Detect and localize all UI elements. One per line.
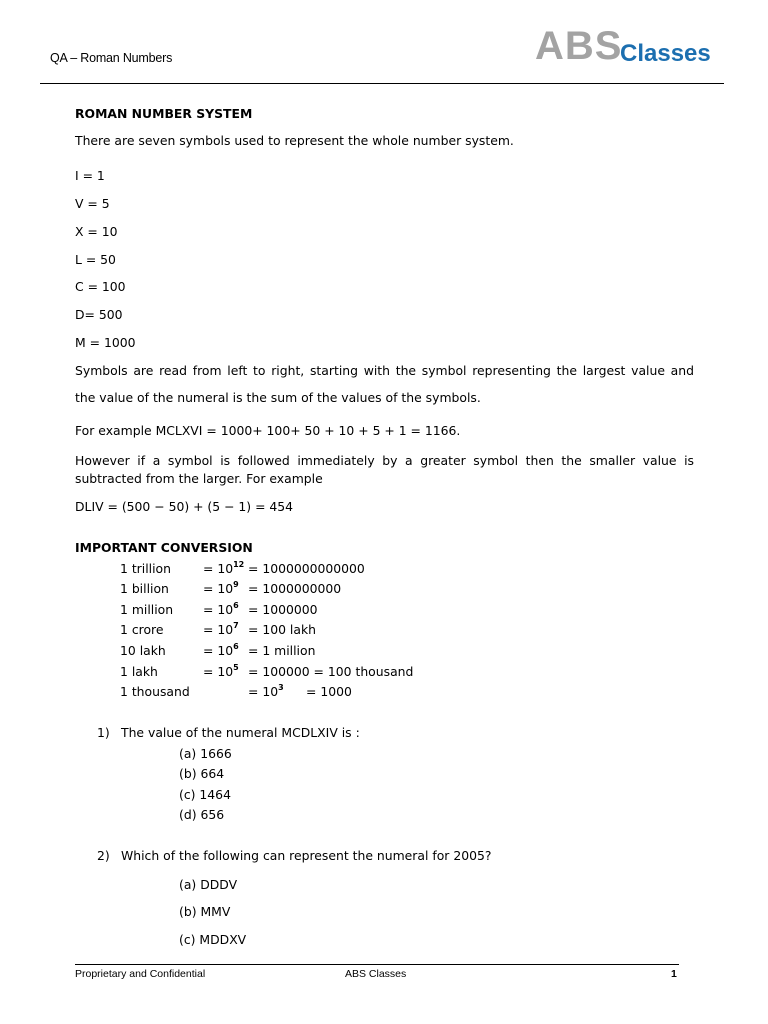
subtraction-rule-line2: subtracted from the larger. For example: [75, 471, 323, 486]
logo-abs-text: ABS: [535, 24, 623, 68]
header-rule: [40, 83, 724, 84]
conversion-unit: 1 trillion: [120, 561, 171, 576]
answer-option: (c) MDDXV: [179, 932, 247, 947]
conversion-value: = 100000 = 100 thousand: [248, 664, 414, 679]
footer-rule: [75, 964, 679, 965]
conversion-value: = 1 million: [248, 643, 316, 658]
symbol-item: M = 1000: [75, 335, 136, 350]
reading-rule-line1: Symbols are read from left to right, starting with the symbol representing the largest value and: [75, 363, 694, 378]
answer-option: (a) DDDV: [179, 877, 238, 892]
conversion-unit: 1 million: [120, 602, 174, 617]
symbol-item: D= 500: [75, 307, 123, 322]
conversion-power: = $10^7$: [203, 621, 239, 637]
symbol-item: I = 1: [75, 168, 105, 183]
footer-confidential: Proprietary and Confidential: [75, 968, 206, 980]
footer-company: ABS Classes: [345, 968, 407, 980]
answer-option: (d) 656: [179, 807, 225, 822]
question-number: 1): [97, 725, 110, 740]
answer-option: (c) 1464: [179, 787, 231, 802]
conversion-unit: 1 billion: [120, 581, 169, 596]
conversion-heading: IMPORTANT CONVERSION: [75, 540, 253, 555]
conversion-power: = $10^3$: [248, 683, 284, 699]
conversion-power: = $10^5$: [203, 663, 239, 679]
section-heading: ROMAN NUMBER SYSTEM: [75, 106, 253, 121]
conversion-unit: 10 lakh: [120, 643, 166, 658]
conversion-value: = 1000000: [248, 602, 318, 617]
subtraction-rule-line1: However if a symbol is followed immediately by a greater symbol then the smaller value is: [75, 453, 694, 468]
conversion-unit: 1 thousand: [120, 684, 190, 699]
answer-option: (b) 664: [179, 766, 225, 781]
symbol-item: V = 5: [75, 196, 110, 211]
example-addition: For example MCLXVI = 1000+ 100+ 50 + 10 + 5 + 1 = 1166.: [75, 423, 461, 438]
conversion-unit: 1 lakh: [120, 664, 158, 679]
question-text: Which of the following can represent the numeral for 2005?: [121, 848, 492, 863]
conversion-value: = 1000: [306, 684, 352, 699]
conversion-unit: 1 crore: [120, 622, 164, 637]
question-text: The value of the numeral MCDLXIV is :: [121, 725, 360, 740]
symbol-item: X = 10: [75, 224, 118, 239]
answer-option: (a) 1666: [179, 746, 232, 761]
conversion-power: = $10^9$: [203, 580, 239, 596]
intro-text: There are seven symbols used to represent the whole number system.: [75, 133, 514, 148]
document-title: QA – Roman Numbers: [50, 51, 173, 65]
example-subtraction: DLIV = (500 − 50) + (5 − 1) = 454: [75, 499, 294, 514]
reading-rule-line2: the value of the numeral is the sum of the values of the symbols.: [75, 390, 481, 405]
conversion-value: = 100 lakh: [248, 622, 316, 637]
answer-option: (b) MMV: [179, 904, 231, 919]
symbol-item: L = 50: [75, 252, 116, 267]
conversion-power: = $10^6$: [203, 601, 239, 617]
page-number: 1: [671, 968, 677, 980]
logo-classes-text: Classes: [620, 40, 711, 67]
conversion-power: = $10^{12}$: [203, 560, 245, 576]
symbol-item: C = 100: [75, 279, 126, 294]
conversion-power: = $10^6$: [203, 642, 239, 658]
question-number: 2): [97, 848, 110, 863]
conversion-value: = 1000000000000: [248, 561, 365, 576]
conversion-value: = 1000000000: [248, 581, 342, 596]
